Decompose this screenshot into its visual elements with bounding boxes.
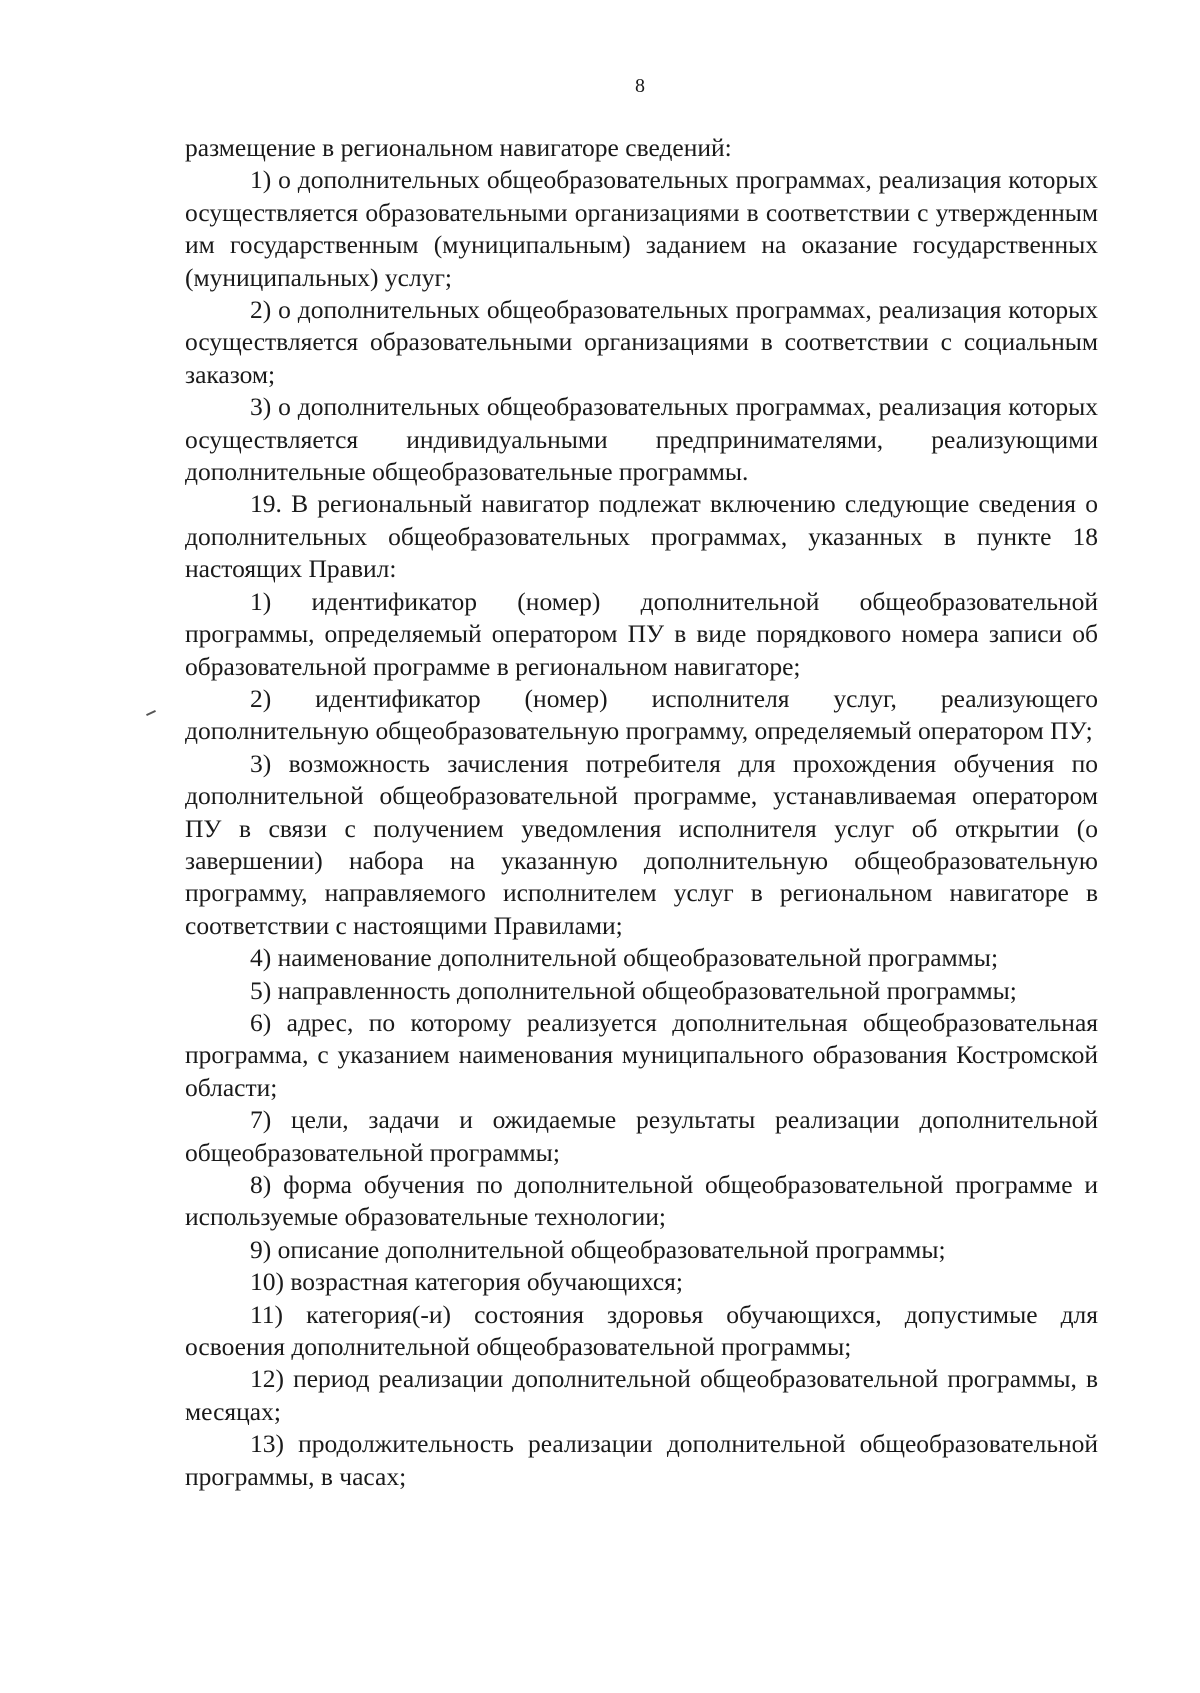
clause-19-item-12: 12) период реализации дополнительной общеобразовательной программы, в месяцах; (185, 1364, 1098, 1426)
list-item-2: 2) о дополнительных общеобразовательных программах, реализация которых осуществляется образовательными организациями в соответствии с социальным заказом; (185, 295, 1098, 389)
clause-19-item-11: 11) категория(-и) состояния здоровья обучающихся, допустимые для освоения дополнительной общеобразовательной программы; (185, 1299, 1098, 1362)
list-item-3: 3) о дополнительных общеобразовательных программах, реализация которых осуществляется индивидуальными предпринимателями, реализующими дополнительные общеобразовательные программы. (185, 392, 1098, 487)
clause-19-item-7: 7) цели, задачи и ожидаемые результаты реализации дополнительной общеобразовательной программы; (185, 1105, 1098, 1167)
pen-mark (146, 710, 156, 716)
clause-19-item-4: 4) наименование дополнительной общеобразовательной программы; (250, 943, 999, 973)
list-item-1: 1) о дополнительных общеобразовательных программах, реализация которых осуществляется образовательными организациями в соответствии с утвержденным им государственным (муниципальным) заданием на оказание государственных (муниципальных) услуг; (185, 165, 1098, 292)
clause-19-item-9: 9) описание дополнительной общеобразовательной программы; (250, 1234, 946, 1264)
clause-19: 19. В региональный навигатор подлежат включению следующие сведения о дополнительных общеобразовательных программах, указанных в пункте 18 настоящих Правил: (185, 489, 1098, 584)
paragraph-intro: размещение в региональном навигаторе сведений: (185, 133, 732, 162)
clause-19-item-10: 10) возрастная категория обучающихся; (250, 1267, 683, 1297)
clause-19-item-13: 13) продолжительность реализации дополнительной общеобразовательной программы, в часах; (185, 1429, 1098, 1491)
clause-19-item-5: 5) направленность дополнительной общеобразовательной программы; (250, 975, 1017, 1005)
clause-19-item-2: 2) идентификатор (номер) исполнителя услуг, реализующего дополнительную общеобразовательную программу, определяемый оператором ПУ; (185, 683, 1098, 746)
page-number: 8 (635, 75, 645, 97)
clause-19-item-6: 6) адрес, по которому реализуется дополнительная общеобразовательная программа, с указанием наименования муниципального образования Костромской области; (185, 1007, 1098, 1102)
clause-19-item-8: 8) форма обучения по дополнительной общеобразовательной программе и используемые образовательные технологии; (185, 1170, 1098, 1232)
clause-19-item-1: 1) идентификатор (номер) дополнительной общеобразовательной программы, определяемый оператором ПУ в виде порядкового номера записи об образовательной программе в региональном навигаторе; (185, 586, 1098, 681)
document-body (185, 132, 1098, 1493)
clause-19-item-3: 3) возможность зачисления потребителя для прохождения обучения по дополнительной общеобразовательной программе, устанавливаемая оператором ПУ в связи с получением уведомления исполнителя услуг об открытии (о завершении) набора на указанную дополнительную общеобразовательную программу, направляемого исполнителем услуг в региональном навигаторе в соответствии с настоящими Правилами; (185, 748, 1098, 940)
